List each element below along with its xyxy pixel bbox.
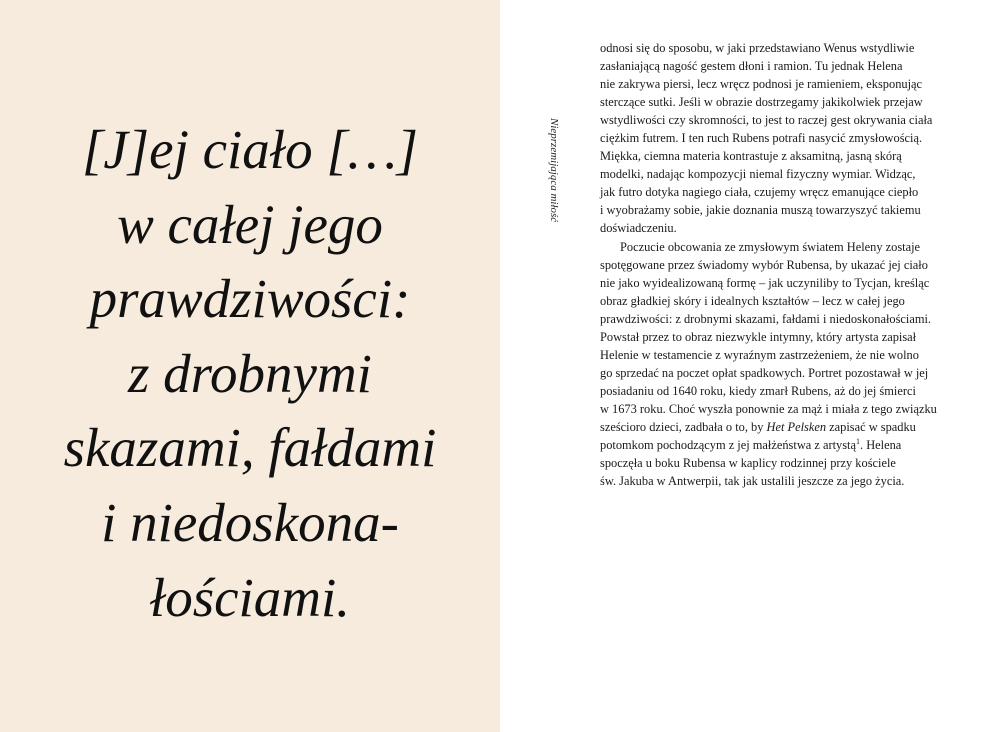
text-line: i wyobrażamy sobie, jakie doznania muszą towarzyszyć takiemu	[600, 203, 921, 218]
text-line: doświadczeniu.	[600, 221, 677, 236]
text-line: nie zakrywa piersi, lecz wręcz podnosi je ramieniem, eksponując	[600, 77, 923, 92]
body-text	[600, 39, 960, 490]
pull-quote	[20, 113, 480, 635]
text-segment: . Helena	[860, 438, 902, 453]
text-segment: zapisać w spadku	[829, 419, 916, 434]
text-line: posiadaniu od 1640 roku, kiedy zmarł Rubens, aż do jej śmierci	[600, 383, 916, 398]
text-line: Powstał przez to obraz niezwykle intymny, który artysta zapisał	[600, 329, 917, 344]
running-head: Nieprzemijająca miłość	[548, 118, 560, 223]
text-line: zasłaniającą nagość gestem dłoni i ramion. Tu jednak Helena	[600, 59, 903, 74]
text-line: św. Jakuba w Antwerpii, tak jak ustalili jeszcze za jego życia.	[600, 474, 905, 489]
paragraph-start-line: Poczucie obcowania ze zmysłowym światem Heleny zostaje	[620, 239, 921, 254]
pull-quote-line: i niedoskona-	[101, 491, 399, 553]
text-line: ciężkim futrem. I ten ruch Rubens potrafi nasycić zmysłowością.	[600, 131, 923, 146]
text-line-with-title	[600, 418, 960, 436]
text-line: go sprzedać na poczet opłat spadkowych. Portret pozostawał w jej	[600, 365, 929, 380]
pull-quote-line: [J]ej ciało […]	[81, 119, 419, 180]
pull-quote-line: łościami.	[149, 566, 351, 628]
text-line: nie jako wyidealizowaną formę – jak uczyniliby to Tycjan, kreśląc	[600, 275, 930, 290]
text-line: jak futro dotyka nagiego ciała, czujemy wręcz emanujące ciepło	[600, 185, 919, 200]
text-line: prawdziwości: z drobnymi skazami, fałdami i niedoskonałościami.	[600, 311, 932, 326]
text-line: spotęgowane przez świadomy wybór Rubensa, by ukazać jej ciało	[600, 257, 928, 272]
text-segment: sześcioro dzieci, zadbała o to, by	[600, 419, 764, 434]
text-line: wstydliwości czy skromności, to jest to raczej gest okrywania ciała	[600, 113, 933, 128]
text-segment: potomkom pochodzącym z jej małżeństwa z artystą	[600, 438, 856, 453]
text-line: sterczące sutki. Jeśli w obrazie dostrzegamy jakikolwiek przejaw	[600, 95, 923, 110]
pull-quote-line: w całej jego	[117, 193, 383, 255]
text-line: modelki, nadając kompozycji niemal fizyczny wymiar. Widząc,	[600, 167, 916, 182]
text-line: spoczęła u boku Rubensa w kaplicy rodzinnej przy kościele	[600, 456, 896, 471]
painting-title: Het Pelsken	[766, 419, 827, 434]
text-line: obraz gładkiej skóry i idealnych kształtów – lecz w całej jego	[600, 293, 905, 308]
pull-quote-line: prawdziwości:	[89, 268, 411, 330]
text-line-with-footnote	[600, 436, 960, 454]
text-line: odnosi się do sposobu, w jaki przedstawiano Wenus wstydliwie	[600, 41, 915, 55]
text-line: Miękka, ciemna materia kontrastuje z aksamitną, jasną skórą	[600, 149, 902, 164]
pull-quote-line: z drobnymi	[128, 342, 372, 404]
text-line: w 1673 roku. Choć wyszła ponownie za mąż i miała z tego związku	[600, 401, 937, 416]
pull-quote-line: skazami, fałdami	[63, 417, 437, 479]
text-line: Helenie w testamencie z wyraźnym zastrzeżeniem, że nie wolno	[600, 347, 919, 362]
footnote-marker[interactable]: 1	[856, 436, 860, 446]
